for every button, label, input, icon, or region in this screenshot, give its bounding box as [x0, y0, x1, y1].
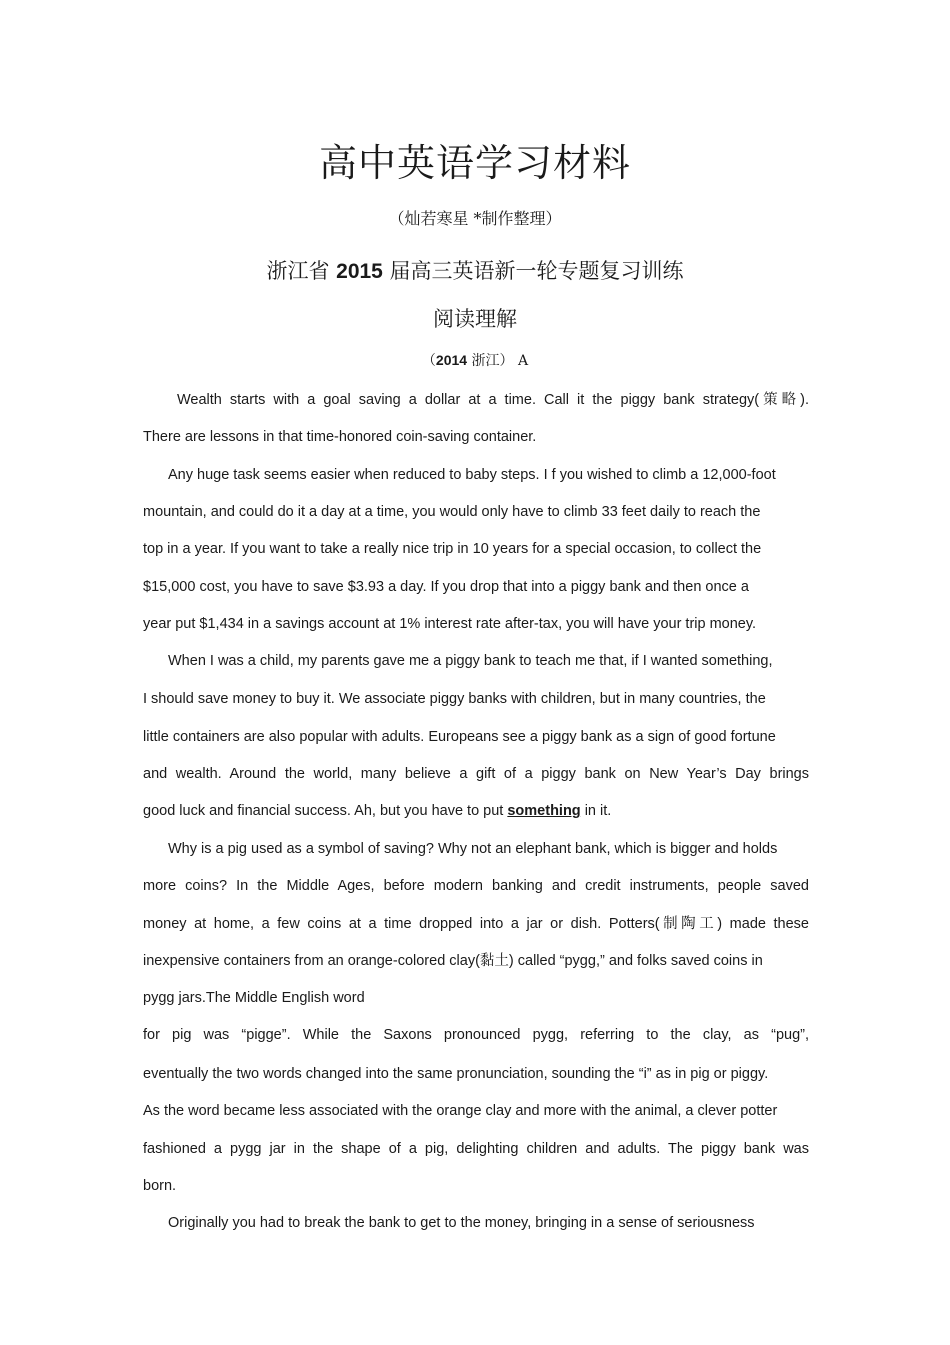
heading-year: 2015 [336, 260, 383, 283]
section-title: 阅读理解 [433, 307, 517, 331]
passage-line: for pig was “pigge”. While the Saxons pronounced pygg, referring to the clay, as “pug”, [143, 1027, 809, 1043]
passage-line: As the word became less associated with the orange clay and more with the animal, a clever potter [143, 1103, 778, 1119]
passage-source [0, 350, 950, 370]
passage-line: fashioned a pygg jar in the shape of a pig, delighting children and adults. The piggy bank was [143, 1141, 809, 1157]
passage-line: money at home, a few coins at a time dropped into a jar or dish. Potters(制陶工) made these [143, 916, 809, 932]
passage-line: Originally you had to break the bank to get to the money, bringing in a sense of seriousness [168, 1215, 755, 1231]
passage-line: and wealth. Around the world, many believe a gift of a piggy bank on New Year’s Day brings [143, 766, 809, 782]
passage-line: Why is a pig used as a symbol of saving? Why not an elephant bank, which is bigger and holds [168, 841, 778, 857]
passage-line: There are lessons in that time-honored coin-saving container. [143, 429, 537, 445]
source-rest: 浙江） A [467, 353, 529, 369]
passage-line: I should save money to buy it. We associate piggy banks with children, but in many countries, the [143, 691, 766, 707]
passage-line: mountain, and could do it a day at a time, you would only have to climb 33 feet daily to reach the [143, 504, 761, 520]
document-heading [0, 255, 950, 285]
passage-line: $15,000 cost, you have to save $3.93 a day. If you drop that into a piggy bank and then once a [143, 579, 749, 595]
passage-line: year put $1,434 in a savings account at 1% interest rate after-tax, you will have your trip money. [143, 616, 757, 632]
heading-rest: 届高三英语新一轮专题复习训练 [382, 259, 684, 283]
passage-line: Wealth starts with a goal saving a dollar at a time. Call it the piggy bank strategy(策略). [177, 392, 809, 408]
passage-line: Any huge task seems easier when reduced to baby steps. I f you wished to climb a 12,000-foot [168, 467, 776, 483]
document-title: 高中英语学习材料 [318, 141, 631, 185]
passage-text: in it. [580, 803, 612, 819]
passage-line: born. [143, 1178, 177, 1194]
passage-line: When I was a child, my parents gave me a piggy bank to teach me that, if I wanted something, [168, 653, 773, 669]
passage-text: good luck and financial success. Ah, but you have to put [143, 803, 508, 819]
source-open: （ [421, 353, 436, 369]
passage-line: eventually the two words changed into the same pronunciation, sounding the “i” as in pig or piggy. [143, 1066, 769, 1082]
source-year: 2014 [435, 352, 468, 368]
document-subtitle: （灿若寒星 *制作整理） [388, 209, 562, 228]
passage-line: top in a year. If you want to take a really nice trip in 10 years for a special occasion, to collect the [143, 541, 762, 557]
passage-line: more coins? In the Middle Ages, before modern banking and credit instruments, people saved [143, 878, 809, 894]
passage-line: inexpensive containers from an orange-colored clay(黏土) called “pygg,” and folks saved coins in [143, 953, 763, 969]
heading-province: 浙江省 [266, 259, 337, 283]
passage-line [143, 802, 809, 820]
passage-line: pygg jars.The Middle English word [143, 990, 365, 1006]
passage-line: little containers are also popular with adults. Europeans see a piggy bank as a sign of good fortune [143, 729, 776, 745]
underlined-keyword: something [507, 803, 581, 819]
